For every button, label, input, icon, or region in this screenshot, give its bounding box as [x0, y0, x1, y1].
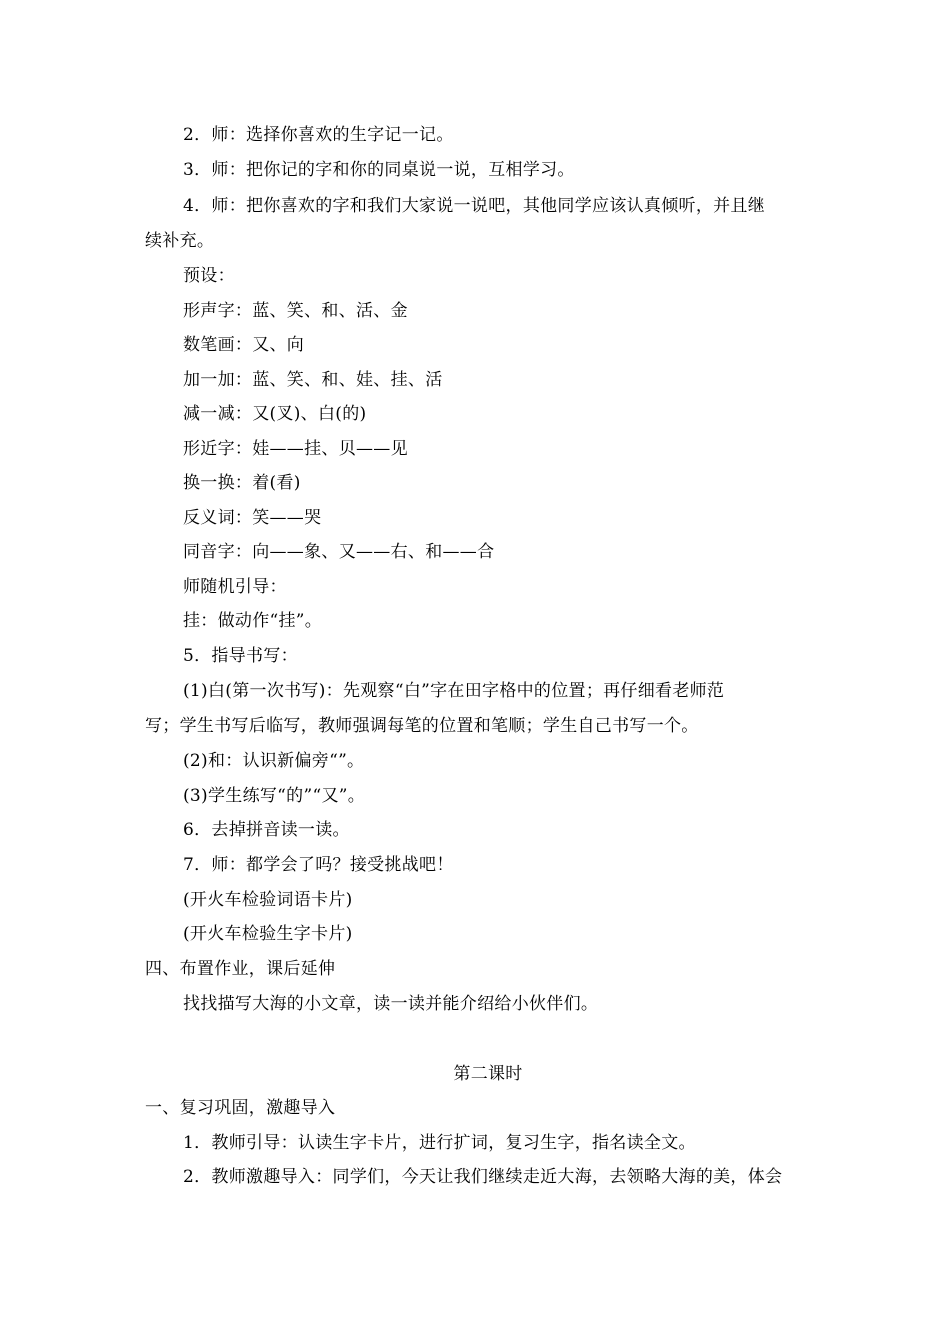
lesson-title: 第二课时 [453, 1064, 523, 1084]
list-item: 减一减：又(叉)、白(的) [183, 404, 367, 424]
paragraph-cont: 写；学生书写后临写，教师强调每笔的位置和笔顺；学生自己书写一个。 [145, 716, 699, 736]
section-heading: 四、布置作业，课后延伸 [145, 959, 336, 979]
paragraph-step-7: 7．师：都学会了吗？接受挑战吧！ [183, 855, 454, 875]
paragraph: (3)学生练写“的”“又”。 [183, 786, 366, 806]
paragraph: 挂：做动作“挂”。 [183, 611, 323, 631]
paragraph: (开火车检验词语卡片) [183, 890, 353, 910]
section-heading: 一、复习巩固，激趣导入 [145, 1098, 336, 1118]
paragraph-step-4-cont: 续补充。 [145, 231, 215, 251]
paragraph-step-4: 4．师：把你喜欢的字和我们大家说一说吧，其他同学应该认真倾听，并且继 [183, 196, 766, 216]
paragraph: (开火车检验生字卡片) [183, 924, 353, 944]
list-item: 同音字：向——象、又——右、和——合 [183, 542, 495, 562]
list-item: 换一换：着(看) [183, 473, 301, 493]
list-item: 加一加：蓝、笑、和、娃、挂、活 [183, 370, 443, 390]
paragraph-step-6: 6．去掉拼音读一读。 [183, 820, 350, 840]
paragraph: (2)和：认识新偏旁“”。 [183, 751, 365, 771]
paragraph: 2．教师激趣导入：同学们，今天让我们继续走近大海，去领略大海的美，体会 [183, 1167, 783, 1187]
paragraph: (1)白(第一次书写)：先观察“白”字在田字格中的位置；再仔细看老师范 [183, 681, 725, 701]
list-item: 数笔画：又、向 [183, 335, 305, 355]
paragraph-step-3: 3．师：把你记的字和你的同桌说一说，互相学习。 [183, 160, 575, 180]
paragraph: 1．教师引导：认读生字卡片，进行扩词，复习生字，指名读全文。 [183, 1133, 696, 1153]
preset-heading: 预设： [183, 266, 235, 286]
list-item: 形近字：娃——挂、贝——见 [183, 439, 408, 459]
paragraph: 师随机引导： [183, 577, 287, 597]
paragraph-step-2: 2．师：选择你喜欢的生字记一记。 [183, 125, 454, 145]
paragraph-step-5: 5．指导书写： [183, 646, 298, 666]
paragraph: 找找描写大海的小文章，读一读并能介绍给小伙伴们。 [183, 994, 599, 1014]
list-item: 形声字：蓝、笑、和、活、金 [183, 301, 408, 321]
list-item: 反义词：笑——哭 [183, 508, 322, 528]
